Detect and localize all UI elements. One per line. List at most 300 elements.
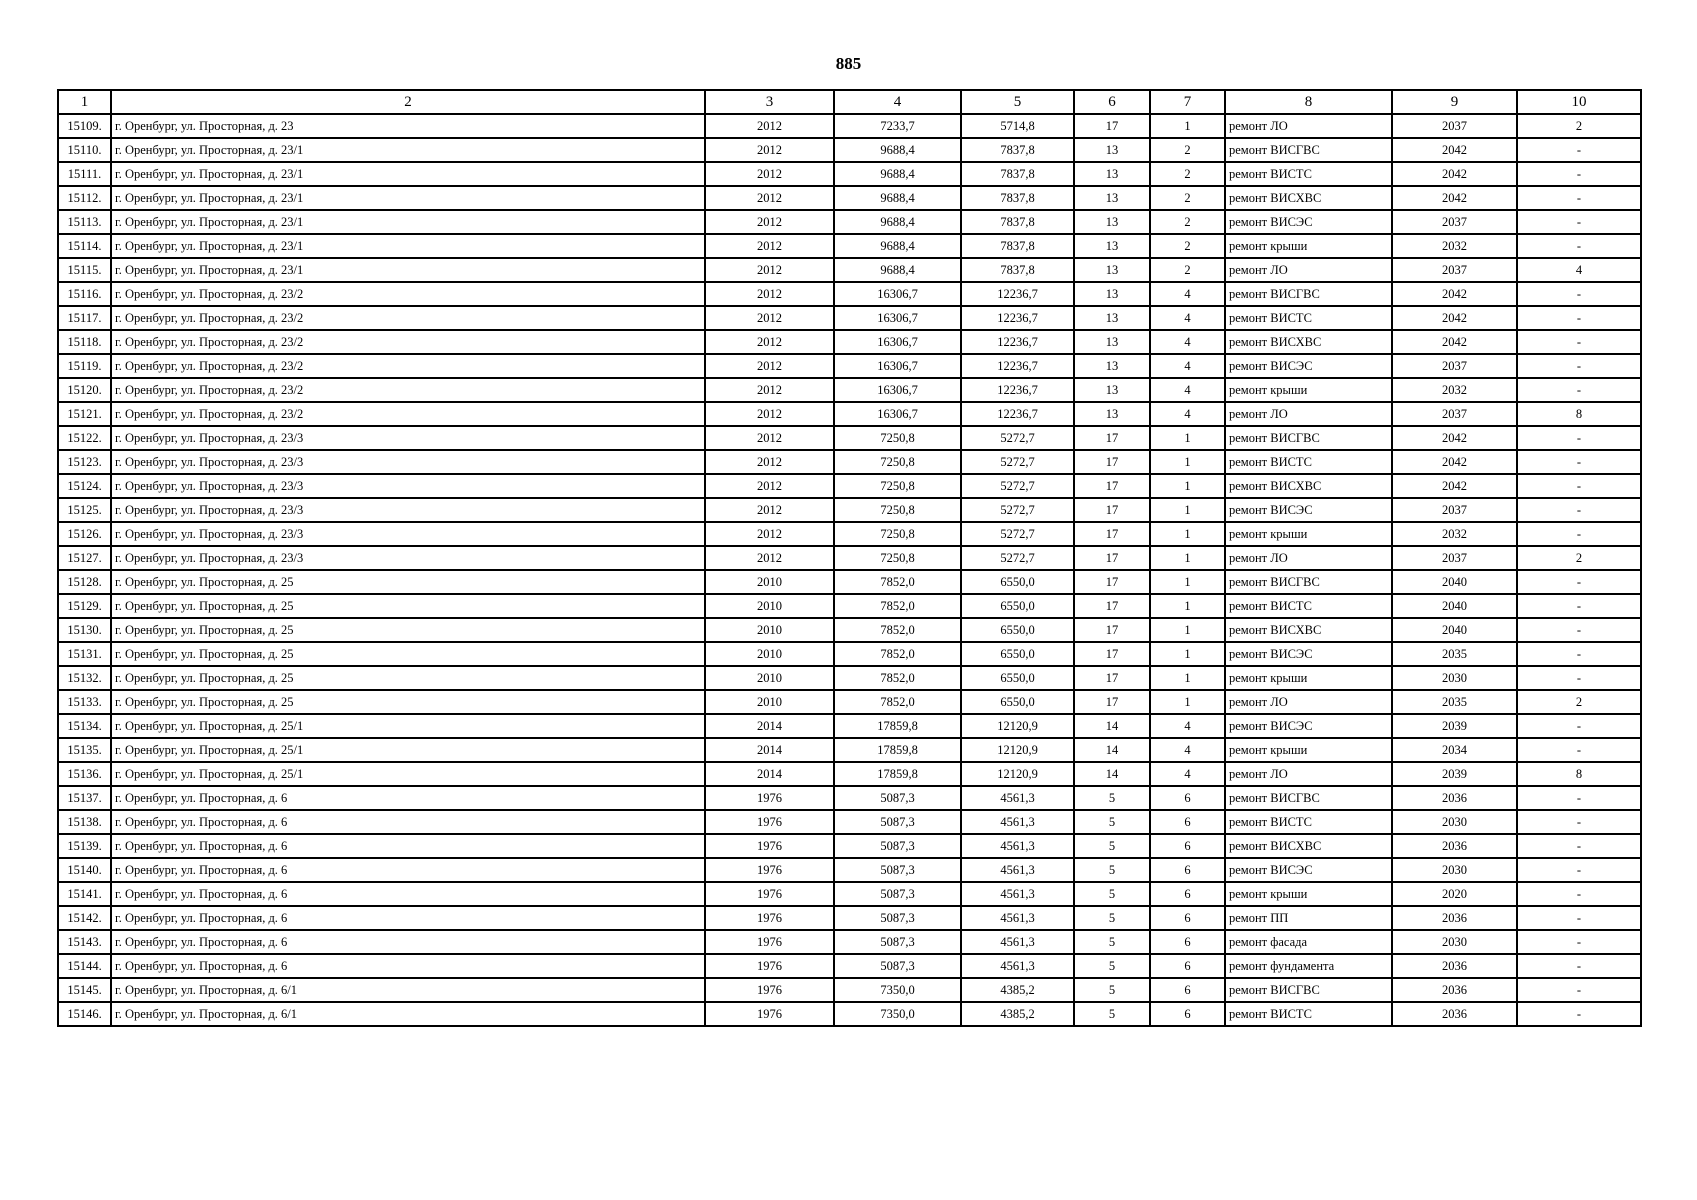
address-cell: г. Оренбург, ул. Просторная, д. 23/1 <box>111 138 705 162</box>
floors-cell: 13 <box>1074 186 1150 210</box>
units-count-cell: 2 <box>1517 546 1641 570</box>
work-type-cell: ремонт ЛО <box>1225 114 1392 138</box>
total-area-cell: 5087,3 <box>834 906 961 930</box>
total-area-cell: 5087,3 <box>834 834 961 858</box>
row-number-cell: 15122. <box>58 426 111 450</box>
total-area-cell: 16306,7 <box>834 306 961 330</box>
column-header-8: 8 <box>1225 90 1392 114</box>
planned-year-cell: 2036 <box>1392 954 1517 978</box>
address-cell: г. Оренбург, ул. Просторная, д. 6 <box>111 810 705 834</box>
living-area-cell: 5272,7 <box>961 474 1074 498</box>
planned-year-cell: 2040 <box>1392 594 1517 618</box>
living-area-cell: 5272,7 <box>961 546 1074 570</box>
work-type-cell: ремонт ВИСЭС <box>1225 498 1392 522</box>
entrances-cell: 4 <box>1150 738 1225 762</box>
year-built-cell: 2012 <box>705 114 834 138</box>
total-area-cell: 7233,7 <box>834 114 961 138</box>
planned-year-cell: 2042 <box>1392 474 1517 498</box>
table-row <box>58 186 1641 210</box>
floors-cell: 17 <box>1074 618 1150 642</box>
floors-cell: 17 <box>1074 522 1150 546</box>
entrances-cell: 6 <box>1150 810 1225 834</box>
work-type-cell: ремонт фасада <box>1225 930 1392 954</box>
row-number-cell: 15135. <box>58 738 111 762</box>
entrances-cell: 4 <box>1150 282 1225 306</box>
table-row <box>58 378 1641 402</box>
units-count-cell: - <box>1517 978 1641 1002</box>
year-built-cell: 1976 <box>705 810 834 834</box>
total-area-cell: 17859,8 <box>834 714 961 738</box>
address-cell: г. Оренбург, ул. Просторная, д. 25/1 <box>111 738 705 762</box>
table-row <box>58 738 1641 762</box>
floors-cell: 17 <box>1074 450 1150 474</box>
floors-cell: 5 <box>1074 810 1150 834</box>
floors-cell: 13 <box>1074 402 1150 426</box>
row-number-cell: 15123. <box>58 450 111 474</box>
table-row <box>58 882 1641 906</box>
address-cell: г. Оренбург, ул. Просторная, д. 6 <box>111 930 705 954</box>
total-area-cell: 7852,0 <box>834 690 961 714</box>
living-area-cell: 6550,0 <box>961 570 1074 594</box>
work-type-cell: ремонт ВИСЭС <box>1225 354 1392 378</box>
total-area-cell: 9688,4 <box>834 186 961 210</box>
table-row <box>58 162 1641 186</box>
units-count-cell: - <box>1517 138 1641 162</box>
work-type-cell: ремонт ВИСГВС <box>1225 426 1392 450</box>
year-built-cell: 2012 <box>705 330 834 354</box>
address-cell: г. Оренбург, ул. Просторная, д. 23/1 <box>111 210 705 234</box>
floors-cell: 14 <box>1074 714 1150 738</box>
address-cell: г. Оренбург, ул. Просторная, д. 25 <box>111 594 705 618</box>
entrances-cell: 1 <box>1150 426 1225 450</box>
units-count-cell: - <box>1517 450 1641 474</box>
row-number-cell: 15110. <box>58 138 111 162</box>
living-area-cell: 5272,7 <box>961 450 1074 474</box>
floors-cell: 13 <box>1074 282 1150 306</box>
table-row <box>58 642 1641 666</box>
units-count-cell: - <box>1517 930 1641 954</box>
living-area-cell: 7837,8 <box>961 186 1074 210</box>
total-area-cell: 17859,8 <box>834 762 961 786</box>
planned-year-cell: 2036 <box>1392 978 1517 1002</box>
units-count-cell: - <box>1517 618 1641 642</box>
floors-cell: 13 <box>1074 162 1150 186</box>
units-count-cell: - <box>1517 570 1641 594</box>
table-row <box>58 330 1641 354</box>
living-area-cell: 6550,0 <box>961 690 1074 714</box>
planned-year-cell: 2037 <box>1392 258 1517 282</box>
living-area-cell: 7837,8 <box>961 210 1074 234</box>
planned-year-cell: 2039 <box>1392 762 1517 786</box>
table-row <box>58 618 1641 642</box>
row-number-cell: 15126. <box>58 522 111 546</box>
table-row <box>58 954 1641 978</box>
row-number-cell: 15118. <box>58 330 111 354</box>
row-number-cell: 15124. <box>58 474 111 498</box>
total-area-cell: 16306,7 <box>834 282 961 306</box>
planned-year-cell: 2036 <box>1392 834 1517 858</box>
floors-cell: 17 <box>1074 426 1150 450</box>
entrances-cell: 4 <box>1150 402 1225 426</box>
address-cell: г. Оренбург, ул. Просторная, д. 23/2 <box>111 282 705 306</box>
year-built-cell: 1976 <box>705 882 834 906</box>
planned-year-cell: 2037 <box>1392 402 1517 426</box>
floors-cell: 17 <box>1074 498 1150 522</box>
year-built-cell: 2012 <box>705 162 834 186</box>
living-area-cell: 4561,3 <box>961 906 1074 930</box>
floors-cell: 17 <box>1074 570 1150 594</box>
units-count-cell: - <box>1517 858 1641 882</box>
total-area-cell: 7350,0 <box>834 978 961 1002</box>
work-type-cell: ремонт ВИСГВС <box>1225 570 1392 594</box>
entrances-cell: 6 <box>1150 930 1225 954</box>
living-area-cell: 12236,7 <box>961 330 1074 354</box>
living-area-cell: 6550,0 <box>961 642 1074 666</box>
row-number-cell: 15144. <box>58 954 111 978</box>
units-count-cell: 2 <box>1517 114 1641 138</box>
work-type-cell: ремонт ВИСГВС <box>1225 786 1392 810</box>
floors-cell: 5 <box>1074 978 1150 1002</box>
living-area-cell: 4561,3 <box>961 858 1074 882</box>
units-count-cell: - <box>1517 330 1641 354</box>
address-cell: г. Оренбург, ул. Просторная, д. 23/2 <box>111 330 705 354</box>
units-count-cell: - <box>1517 426 1641 450</box>
row-number-cell: 15146. <box>58 1002 111 1026</box>
total-area-cell: 7250,8 <box>834 426 961 450</box>
work-type-cell: ремонт крыши <box>1225 378 1392 402</box>
entrances-cell: 1 <box>1150 594 1225 618</box>
floors-cell: 5 <box>1074 1002 1150 1026</box>
column-header-7: 7 <box>1150 90 1225 114</box>
total-area-cell: 7852,0 <box>834 642 961 666</box>
floors-cell: 17 <box>1074 114 1150 138</box>
year-built-cell: 1976 <box>705 906 834 930</box>
units-count-cell: - <box>1517 906 1641 930</box>
row-number-cell: 15116. <box>58 282 111 306</box>
living-area-cell: 7837,8 <box>961 258 1074 282</box>
total-area-cell: 7250,8 <box>834 498 961 522</box>
units-count-cell: - <box>1517 498 1641 522</box>
floors-cell: 5 <box>1074 930 1150 954</box>
living-area-cell: 6550,0 <box>961 594 1074 618</box>
year-built-cell: 1976 <box>705 786 834 810</box>
row-number-cell: 15142. <box>58 906 111 930</box>
row-number-cell: 15115. <box>58 258 111 282</box>
row-number-cell: 15138. <box>58 810 111 834</box>
year-built-cell: 2010 <box>705 618 834 642</box>
address-cell: г. Оренбург, ул. Просторная, д. 25 <box>111 570 705 594</box>
address-cell: г. Оренбург, ул. Просторная, д. 23/1 <box>111 186 705 210</box>
address-cell: г. Оренбург, ул. Просторная, д. 6/1 <box>111 1002 705 1026</box>
entrances-cell: 1 <box>1150 690 1225 714</box>
work-type-cell: ремонт ВИСТС <box>1225 450 1392 474</box>
year-built-cell: 2010 <box>705 642 834 666</box>
total-area-cell: 9688,4 <box>834 162 961 186</box>
living-area-cell: 4385,2 <box>961 978 1074 1002</box>
work-type-cell: ремонт ВИСТС <box>1225 810 1392 834</box>
work-type-cell: ремонт ВИСХВС <box>1225 330 1392 354</box>
units-count-cell: 2 <box>1517 690 1641 714</box>
entrances-cell: 6 <box>1150 906 1225 930</box>
year-built-cell: 1976 <box>705 954 834 978</box>
table-row <box>58 978 1641 1002</box>
address-cell: г. Оренбург, ул. Просторная, д. 25 <box>111 666 705 690</box>
living-area-cell: 12236,7 <box>961 378 1074 402</box>
year-built-cell: 2012 <box>705 186 834 210</box>
units-count-cell: - <box>1517 234 1641 258</box>
living-area-cell: 12236,7 <box>961 306 1074 330</box>
units-count-cell: - <box>1517 738 1641 762</box>
total-area-cell: 5087,3 <box>834 858 961 882</box>
work-type-cell: ремонт ЛО <box>1225 546 1392 570</box>
year-built-cell: 1976 <box>705 978 834 1002</box>
work-type-cell: ремонт ЛО <box>1225 402 1392 426</box>
floors-cell: 17 <box>1074 666 1150 690</box>
total-area-cell: 7250,8 <box>834 546 961 570</box>
year-built-cell: 2012 <box>705 498 834 522</box>
entrances-cell: 1 <box>1150 570 1225 594</box>
entrances-cell: 6 <box>1150 786 1225 810</box>
planned-year-cell: 2036 <box>1392 906 1517 930</box>
living-area-cell: 7837,8 <box>961 138 1074 162</box>
row-number-cell: 15111. <box>58 162 111 186</box>
floors-cell: 5 <box>1074 906 1150 930</box>
total-area-cell: 16306,7 <box>834 330 961 354</box>
entrances-cell: 1 <box>1150 450 1225 474</box>
year-built-cell: 2012 <box>705 258 834 282</box>
table-row <box>58 570 1641 594</box>
units-count-cell: - <box>1517 786 1641 810</box>
planned-year-cell: 2020 <box>1392 882 1517 906</box>
floors-cell: 13 <box>1074 354 1150 378</box>
planned-year-cell: 2030 <box>1392 666 1517 690</box>
address-cell: г. Оренбург, ул. Просторная, д. 6/1 <box>111 978 705 1002</box>
units-count-cell: - <box>1517 378 1641 402</box>
page-number: 885 <box>835 54 862 73</box>
column-header-3: 3 <box>705 90 834 114</box>
entrances-cell: 2 <box>1150 138 1225 162</box>
work-type-cell: ремонт ВИСГВС <box>1225 282 1392 306</box>
entrances-cell: 1 <box>1150 522 1225 546</box>
planned-year-cell: 2035 <box>1392 642 1517 666</box>
planned-year-cell: 2042 <box>1392 138 1517 162</box>
entrances-cell: 2 <box>1150 210 1225 234</box>
address-cell: г. Оренбург, ул. Просторная, д. 23/2 <box>111 354 705 378</box>
total-area-cell: 17859,8 <box>834 738 961 762</box>
floors-cell: 13 <box>1074 138 1150 162</box>
year-built-cell: 2012 <box>705 450 834 474</box>
address-cell: г. Оренбург, ул. Просторная, д. 6 <box>111 858 705 882</box>
table-row <box>58 402 1641 426</box>
address-cell: г. Оренбург, ул. Просторная, д. 23/1 <box>111 234 705 258</box>
year-built-cell: 2012 <box>705 354 834 378</box>
table-row <box>58 282 1641 306</box>
address-cell: г. Оренбург, ул. Просторная, д. 23/3 <box>111 426 705 450</box>
address-cell: г. Оренбург, ул. Просторная, д. 6 <box>111 882 705 906</box>
entrances-cell: 1 <box>1150 114 1225 138</box>
total-area-cell: 7250,8 <box>834 522 961 546</box>
row-number-cell: 15121. <box>58 402 111 426</box>
row-number-cell: 15125. <box>58 498 111 522</box>
year-built-cell: 2010 <box>705 666 834 690</box>
work-type-cell: ремонт ВИСТС <box>1225 594 1392 618</box>
table-row <box>58 714 1641 738</box>
planned-year-cell: 2037 <box>1392 498 1517 522</box>
year-built-cell: 2012 <box>705 210 834 234</box>
table-row <box>58 786 1641 810</box>
table-row <box>58 354 1641 378</box>
table-row <box>58 690 1641 714</box>
units-count-cell: - <box>1517 714 1641 738</box>
planned-year-cell: 2036 <box>1392 1002 1517 1026</box>
row-number-cell: 15112. <box>58 186 111 210</box>
living-area-cell: 4561,3 <box>961 954 1074 978</box>
table-row <box>58 594 1641 618</box>
work-type-cell: ремонт крыши <box>1225 522 1392 546</box>
floors-cell: 5 <box>1074 858 1150 882</box>
year-built-cell: 2012 <box>705 138 834 162</box>
entrances-cell: 4 <box>1150 762 1225 786</box>
year-built-cell: 2012 <box>705 306 834 330</box>
row-number-cell: 15140. <box>58 858 111 882</box>
row-number-cell: 15117. <box>58 306 111 330</box>
work-type-cell: ремонт ЛО <box>1225 690 1392 714</box>
work-type-cell: ремонт ПП <box>1225 906 1392 930</box>
row-number-cell: 15129. <box>58 594 111 618</box>
year-built-cell: 1976 <box>705 930 834 954</box>
column-header-4: 4 <box>834 90 961 114</box>
entrances-cell: 1 <box>1150 498 1225 522</box>
year-built-cell: 2014 <box>705 714 834 738</box>
units-count-cell: - <box>1517 306 1641 330</box>
year-built-cell: 2014 <box>705 762 834 786</box>
work-type-cell: ремонт ВИСЭС <box>1225 714 1392 738</box>
total-area-cell: 7852,0 <box>834 666 961 690</box>
address-cell: г. Оренбург, ул. Просторная, д. 25/1 <box>111 762 705 786</box>
year-built-cell: 2012 <box>705 282 834 306</box>
address-cell: г. Оренбург, ул. Просторная, д. 23 <box>111 114 705 138</box>
year-built-cell: 2012 <box>705 474 834 498</box>
address-cell: г. Оренбург, ул. Просторная, д. 23/2 <box>111 402 705 426</box>
floors-cell: 13 <box>1074 378 1150 402</box>
header-row <box>58 90 1641 114</box>
planned-year-cell: 2030 <box>1392 810 1517 834</box>
entrances-cell: 6 <box>1150 834 1225 858</box>
floors-cell: 17 <box>1074 594 1150 618</box>
address-cell: г. Оренбург, ул. Просторная, д. 25/1 <box>111 714 705 738</box>
units-count-cell: - <box>1517 810 1641 834</box>
row-number-cell: 15137. <box>58 786 111 810</box>
total-area-cell: 7250,8 <box>834 474 961 498</box>
row-number-cell: 15109. <box>58 114 111 138</box>
table-row <box>58 546 1641 570</box>
row-number-cell: 15139. <box>58 834 111 858</box>
floors-cell: 17 <box>1074 642 1150 666</box>
living-area-cell: 7837,8 <box>961 162 1074 186</box>
planned-year-cell: 2032 <box>1392 234 1517 258</box>
address-cell: г. Оренбург, ул. Просторная, д. 6 <box>111 906 705 930</box>
floors-cell: 5 <box>1074 786 1150 810</box>
living-area-cell: 7837,8 <box>961 234 1074 258</box>
living-area-cell: 4561,3 <box>961 810 1074 834</box>
column-header-2: 2 <box>111 90 705 114</box>
year-built-cell: 2012 <box>705 378 834 402</box>
entrances-cell: 2 <box>1150 234 1225 258</box>
living-area-cell: 12120,9 <box>961 714 1074 738</box>
floors-cell: 13 <box>1074 258 1150 282</box>
address-cell: г. Оренбург, ул. Просторная, д. 23/3 <box>111 474 705 498</box>
address-cell: г. Оренбург, ул. Просторная, д. 23/3 <box>111 546 705 570</box>
planned-year-cell: 2032 <box>1392 522 1517 546</box>
table-row <box>58 522 1641 546</box>
address-cell: г. Оренбург, ул. Просторная, д. 23/3 <box>111 450 705 474</box>
work-type-cell: ремонт крыши <box>1225 666 1392 690</box>
address-cell: г. Оренбург, ул. Просторная, д. 23/3 <box>111 522 705 546</box>
year-built-cell: 2010 <box>705 690 834 714</box>
year-built-cell: 1976 <box>705 834 834 858</box>
work-type-cell: ремонт ВИСХВС <box>1225 474 1392 498</box>
year-built-cell: 1976 <box>705 1002 834 1026</box>
planned-year-cell: 2037 <box>1392 114 1517 138</box>
entrances-cell: 1 <box>1150 666 1225 690</box>
total-area-cell: 5087,3 <box>834 882 961 906</box>
planned-year-cell: 2042 <box>1392 330 1517 354</box>
address-cell: г. Оренбург, ул. Просторная, д. 23/3 <box>111 498 705 522</box>
entrances-cell: 4 <box>1150 714 1225 738</box>
planned-year-cell: 2037 <box>1392 546 1517 570</box>
year-built-cell: 2012 <box>705 402 834 426</box>
table-row <box>58 810 1641 834</box>
year-built-cell: 2012 <box>705 522 834 546</box>
work-type-cell: ремонт ВИСТС <box>1225 1002 1392 1026</box>
table-row <box>58 498 1641 522</box>
living-area-cell: 4561,3 <box>961 882 1074 906</box>
total-area-cell: 7350,0 <box>834 1002 961 1026</box>
units-count-cell: - <box>1517 954 1641 978</box>
planned-year-cell: 2042 <box>1392 306 1517 330</box>
row-number-cell: 15141. <box>58 882 111 906</box>
work-type-cell: ремонт ВИСХВС <box>1225 834 1392 858</box>
row-number-cell: 15130. <box>58 618 111 642</box>
planned-year-cell: 2039 <box>1392 714 1517 738</box>
column-header-9: 9 <box>1392 90 1517 114</box>
planned-year-cell: 2032 <box>1392 378 1517 402</box>
row-number-cell: 15128. <box>58 570 111 594</box>
row-number-cell: 15145. <box>58 978 111 1002</box>
repair-registry-table <box>57 89 1642 1027</box>
total-area-cell: 7852,0 <box>834 570 961 594</box>
total-area-cell: 7852,0 <box>834 618 961 642</box>
total-area-cell: 9688,4 <box>834 258 961 282</box>
units-count-cell: - <box>1517 186 1641 210</box>
work-type-cell: ремонт ВИСТС <box>1225 306 1392 330</box>
year-built-cell: 2012 <box>705 234 834 258</box>
table-row <box>58 258 1641 282</box>
units-count-cell: - <box>1517 522 1641 546</box>
units-count-cell: 8 <box>1517 402 1641 426</box>
total-area-cell: 16306,7 <box>834 378 961 402</box>
address-cell: г. Оренбург, ул. Просторная, д. 6 <box>111 834 705 858</box>
entrances-cell: 6 <box>1150 1002 1225 1026</box>
year-built-cell: 2014 <box>705 738 834 762</box>
living-area-cell: 12120,9 <box>961 762 1074 786</box>
total-area-cell: 7852,0 <box>834 594 961 618</box>
total-area-cell: 5087,3 <box>834 786 961 810</box>
planned-year-cell: 2040 <box>1392 570 1517 594</box>
planned-year-cell: 2036 <box>1392 786 1517 810</box>
entrances-cell: 4 <box>1150 330 1225 354</box>
planned-year-cell: 2040 <box>1392 618 1517 642</box>
